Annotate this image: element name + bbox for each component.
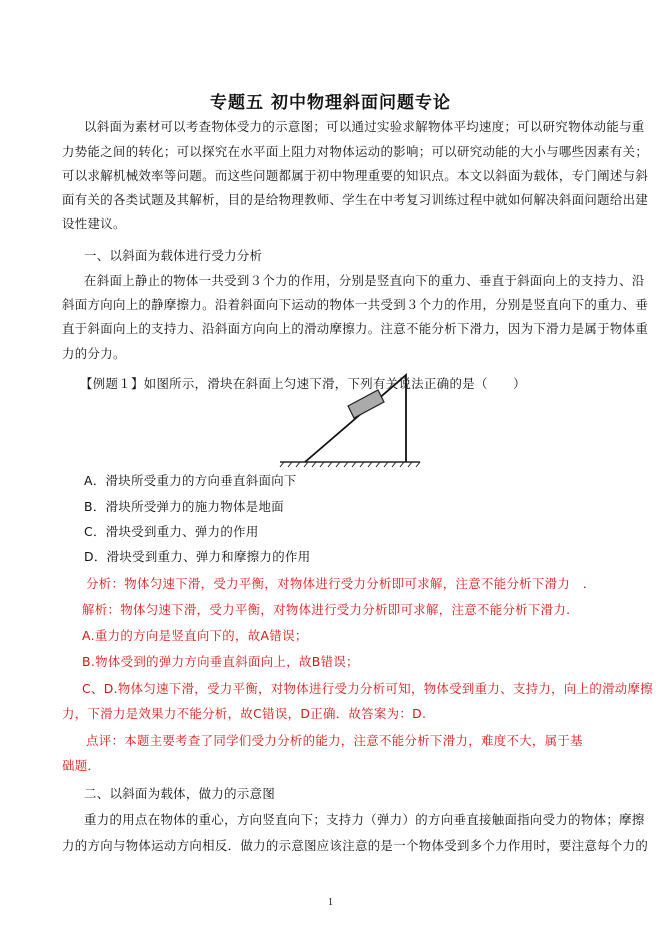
section1-line: 力的分力。 bbox=[62, 346, 126, 361]
intro-line: 力势能之间的转化；可以探究在水平面上阻力对物体运动的影响；可以研究动能的大小与哪些因素有关； bbox=[62, 144, 649, 159]
sliding-block bbox=[348, 390, 384, 418]
page-title: 专题五 初中物理斜面问题专论 bbox=[210, 93, 451, 113]
solution-cd-cont: 力，下滑力是效果力不能分析，故C错误，D正确．故答案为：D. bbox=[62, 706, 427, 721]
example-question: 【例题１】如图所示，滑块在斜面上匀速下滑，下列有关说法正确的是（ ） bbox=[80, 376, 526, 391]
section1-line: 斜面方向向上的静摩擦力。沿着斜面向下运动的物体一共受到３个力的作用，分别是竖直向下的重力、垂 bbox=[62, 297, 649, 312]
incline bbox=[305, 375, 406, 462]
section1-line: 直于斜面向上的支持力、沿斜面方向向上的滑动摩擦力。注意不能分析下滑力，因为下滑力是属于物体重 bbox=[62, 321, 649, 336]
intro-line: 设性建议。 bbox=[62, 216, 126, 231]
page-number: 1 bbox=[328, 897, 333, 908]
solution-cd: C、D.物体匀速下滑，受力平衡，对物体进行受力分析可知，物体受到重力、支持力，向上的滑动摩擦 bbox=[82, 681, 654, 696]
option-d: D．滑块受到重力、弹力和摩擦力的作用 bbox=[84, 549, 311, 564]
ground-hatching bbox=[280, 462, 420, 467]
intro-line: 面有关的各类试题及其解析，目的是给物理教师、学生在中考复习训练过程中就如何解决斜面问题给出建 bbox=[62, 192, 649, 207]
solution-text: 解析：物体匀速下滑，受力平衡，对物体进行受力分析即可求解，注意不能分析下滑力. bbox=[82, 602, 571, 617]
intro-line: 可以求解机械效率等问题。而这些问题都属于初中物理重要的知识点。本文以斜面为载体，专门阐述与斜 bbox=[62, 168, 649, 183]
solution-a: A.重力的方向是竖直向下的，故A错误； bbox=[82, 628, 308, 643]
section1-line: 在斜面上静止的物体一共受到３个力的作用，分别是竖直向下的重力、垂直于斜面向上的支持力、沿 bbox=[84, 273, 645, 288]
incline-diagram bbox=[270, 368, 430, 468]
comment-text: 点评：本题主要考查了同学们受力分析的能力，注意不能分析下滑力，难度不大，属于基 bbox=[86, 733, 583, 748]
section2-line: 重力的用点在物体的重心，方向竖直向下；支持力（弹力）的方向垂直接触面指向受力的物体；摩擦 bbox=[84, 812, 645, 827]
section2-heading: 二、以斜面为载体，做力的示意图 bbox=[84, 786, 276, 801]
option-a: A．滑块所受重力的方向垂直斜面向下 bbox=[84, 473, 297, 488]
option-c: C．滑块受到重力、弹力的作用 bbox=[84, 524, 259, 539]
option-b: B．滑块所受弹力的施力物体是地面 bbox=[84, 499, 284, 514]
section1-heading: 一、以斜面为载体进行受力分析 bbox=[84, 248, 263, 263]
analysis-text: 分析：物体匀速下滑，受力平衡，对物体进行受力分析即可求解，注意不能分析下滑力 ． bbox=[86, 576, 596, 591]
intro-line: 以斜面为素材可以考查物体受力的示意图；可以通过实验求解物体平均速度；可以研究物体动能与重 bbox=[84, 119, 645, 134]
section2-line: 力的方向与物体运动方向相反．做力的示意图应该注意的是一个物体受到多个力作用时，要注意每个力的 bbox=[62, 838, 649, 853]
solution-b: B.物体受到的弹力方向垂直斜面向上，故B错误； bbox=[82, 654, 359, 669]
comment-text-cont: 础题． bbox=[62, 758, 101, 773]
